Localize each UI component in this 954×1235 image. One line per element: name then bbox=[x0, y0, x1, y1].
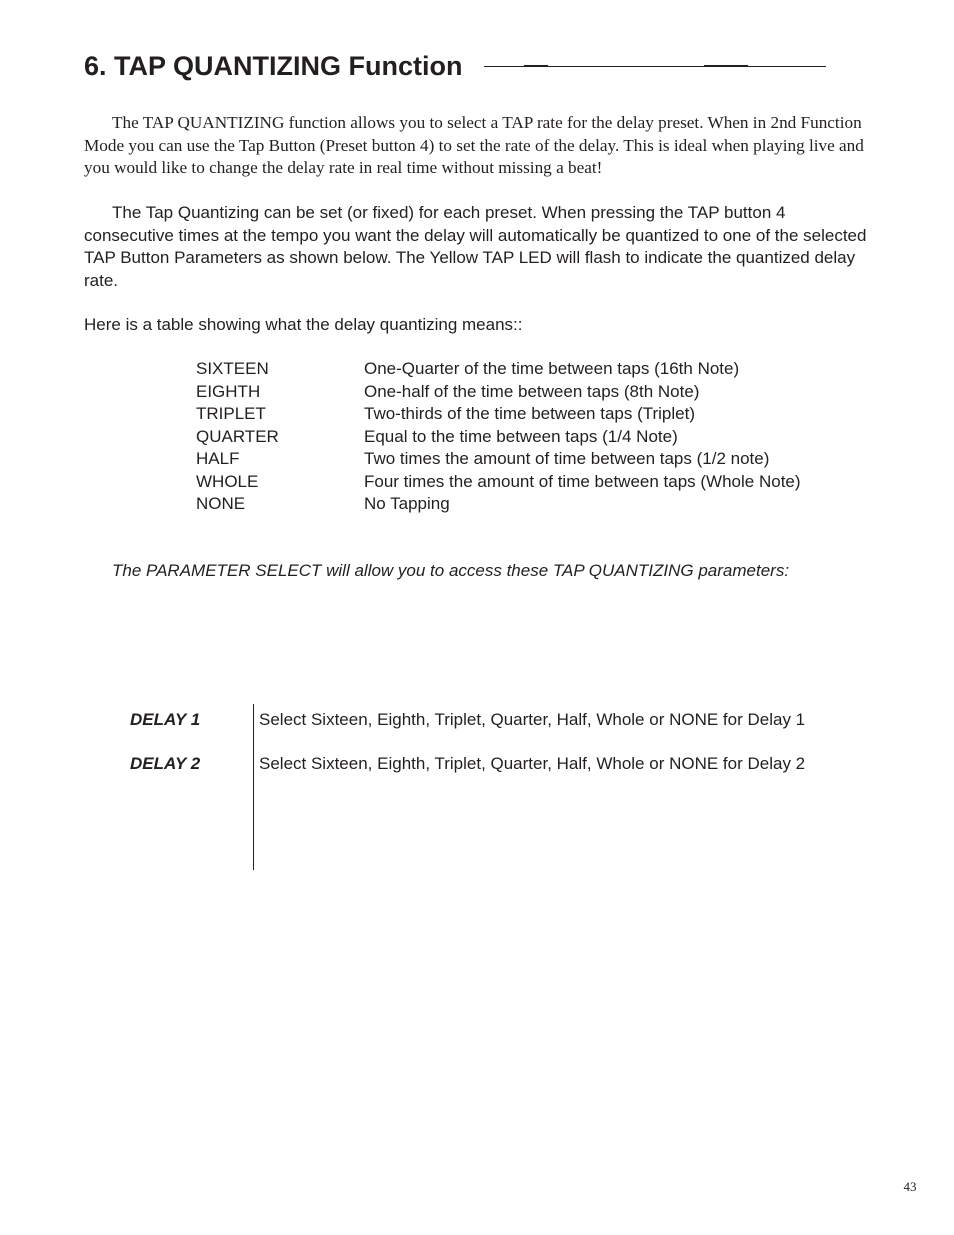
page-number: 43 bbox=[903, 1179, 917, 1194]
quantize-table bbox=[196, 358, 876, 516]
heading-rule-accent bbox=[524, 65, 548, 67]
table-row bbox=[196, 493, 876, 516]
table-intro: Here is a table showing what the delay quantizing means:: bbox=[84, 315, 523, 334]
table-row bbox=[196, 403, 876, 426]
fixed-paragraph: The Tap Quantizing can be set (or fixed) for each preset. When pressing the TAP button 4 consecutive times at the tempo you want the delay will automatically be quantized to one of the selected TAP Button Parameters as shown below. The Yellow TAP LED will flash to indicate the quantized delay rate. bbox=[84, 203, 867, 290]
quantize-key: EIGHTH bbox=[196, 381, 261, 401]
quantize-description: No Tapping bbox=[364, 494, 450, 513]
page-title: 6. TAP QUANTIZING Function bbox=[84, 51, 463, 81]
parameter-description: Select Sixteen, Eighth, Triplet, Quarter, Half, Whole or NONE for Delay 1 bbox=[259, 710, 806, 729]
parameter-row bbox=[0, 708, 954, 732]
quantize-description: One-half of the time between taps (8th Note) bbox=[364, 381, 700, 401]
quantize-description: Equal to the time between taps (1/4 Note) bbox=[364, 426, 678, 446]
quantize-key: NONE bbox=[196, 494, 246, 513]
quantize-description: Two-thirds of the time between taps (Triplet) bbox=[364, 404, 696, 423]
table-row bbox=[196, 381, 876, 404]
quantize-description: Two times the amount of time between taps (1/2 note) bbox=[364, 449, 770, 468]
table-row bbox=[196, 471, 876, 494]
table-row bbox=[196, 358, 876, 381]
parameter-name: DELAY 1 bbox=[130, 710, 201, 729]
parameter-row bbox=[0, 752, 954, 776]
quantize-key: SIXTEEN bbox=[196, 359, 269, 378]
quantize-description: Four times the amount of time between taps (Whole Note) bbox=[364, 471, 801, 491]
table-row bbox=[196, 448, 876, 471]
section-heading-row bbox=[84, 48, 829, 88]
quantize-key: HALF bbox=[196, 449, 240, 468]
quantize-description: One-Quarter of the time between taps (16th Note) bbox=[364, 359, 740, 378]
parameter-description: Select Sixteen, Eighth, Triplet, Quarter, Half, Whole or NONE for Delay 2 bbox=[259, 754, 806, 773]
intro-paragraph: The TAP QUANTIZING function allows you to select a TAP rate for the delay preset. When in 2nd Function Mode you can use the Tap Button (Preset button 4) to set the rate of the delay. This is ideal when playing live and you would like to change the delay rate in real time without missing a beat! bbox=[84, 113, 864, 177]
table-row bbox=[196, 426, 876, 449]
heading-rule-accent bbox=[704, 65, 748, 67]
parameter-list bbox=[0, 700, 954, 880]
parameter-name: DELAY 2 bbox=[130, 754, 201, 773]
parameter-select-note: The PARAMETER SELECT will allow you to access these TAP QUANTIZING parameters: bbox=[112, 561, 790, 580]
quantize-key: TRIPLET bbox=[196, 404, 266, 423]
quantize-key: WHOLE bbox=[196, 471, 259, 491]
quantize-key: QUARTER bbox=[196, 426, 279, 446]
